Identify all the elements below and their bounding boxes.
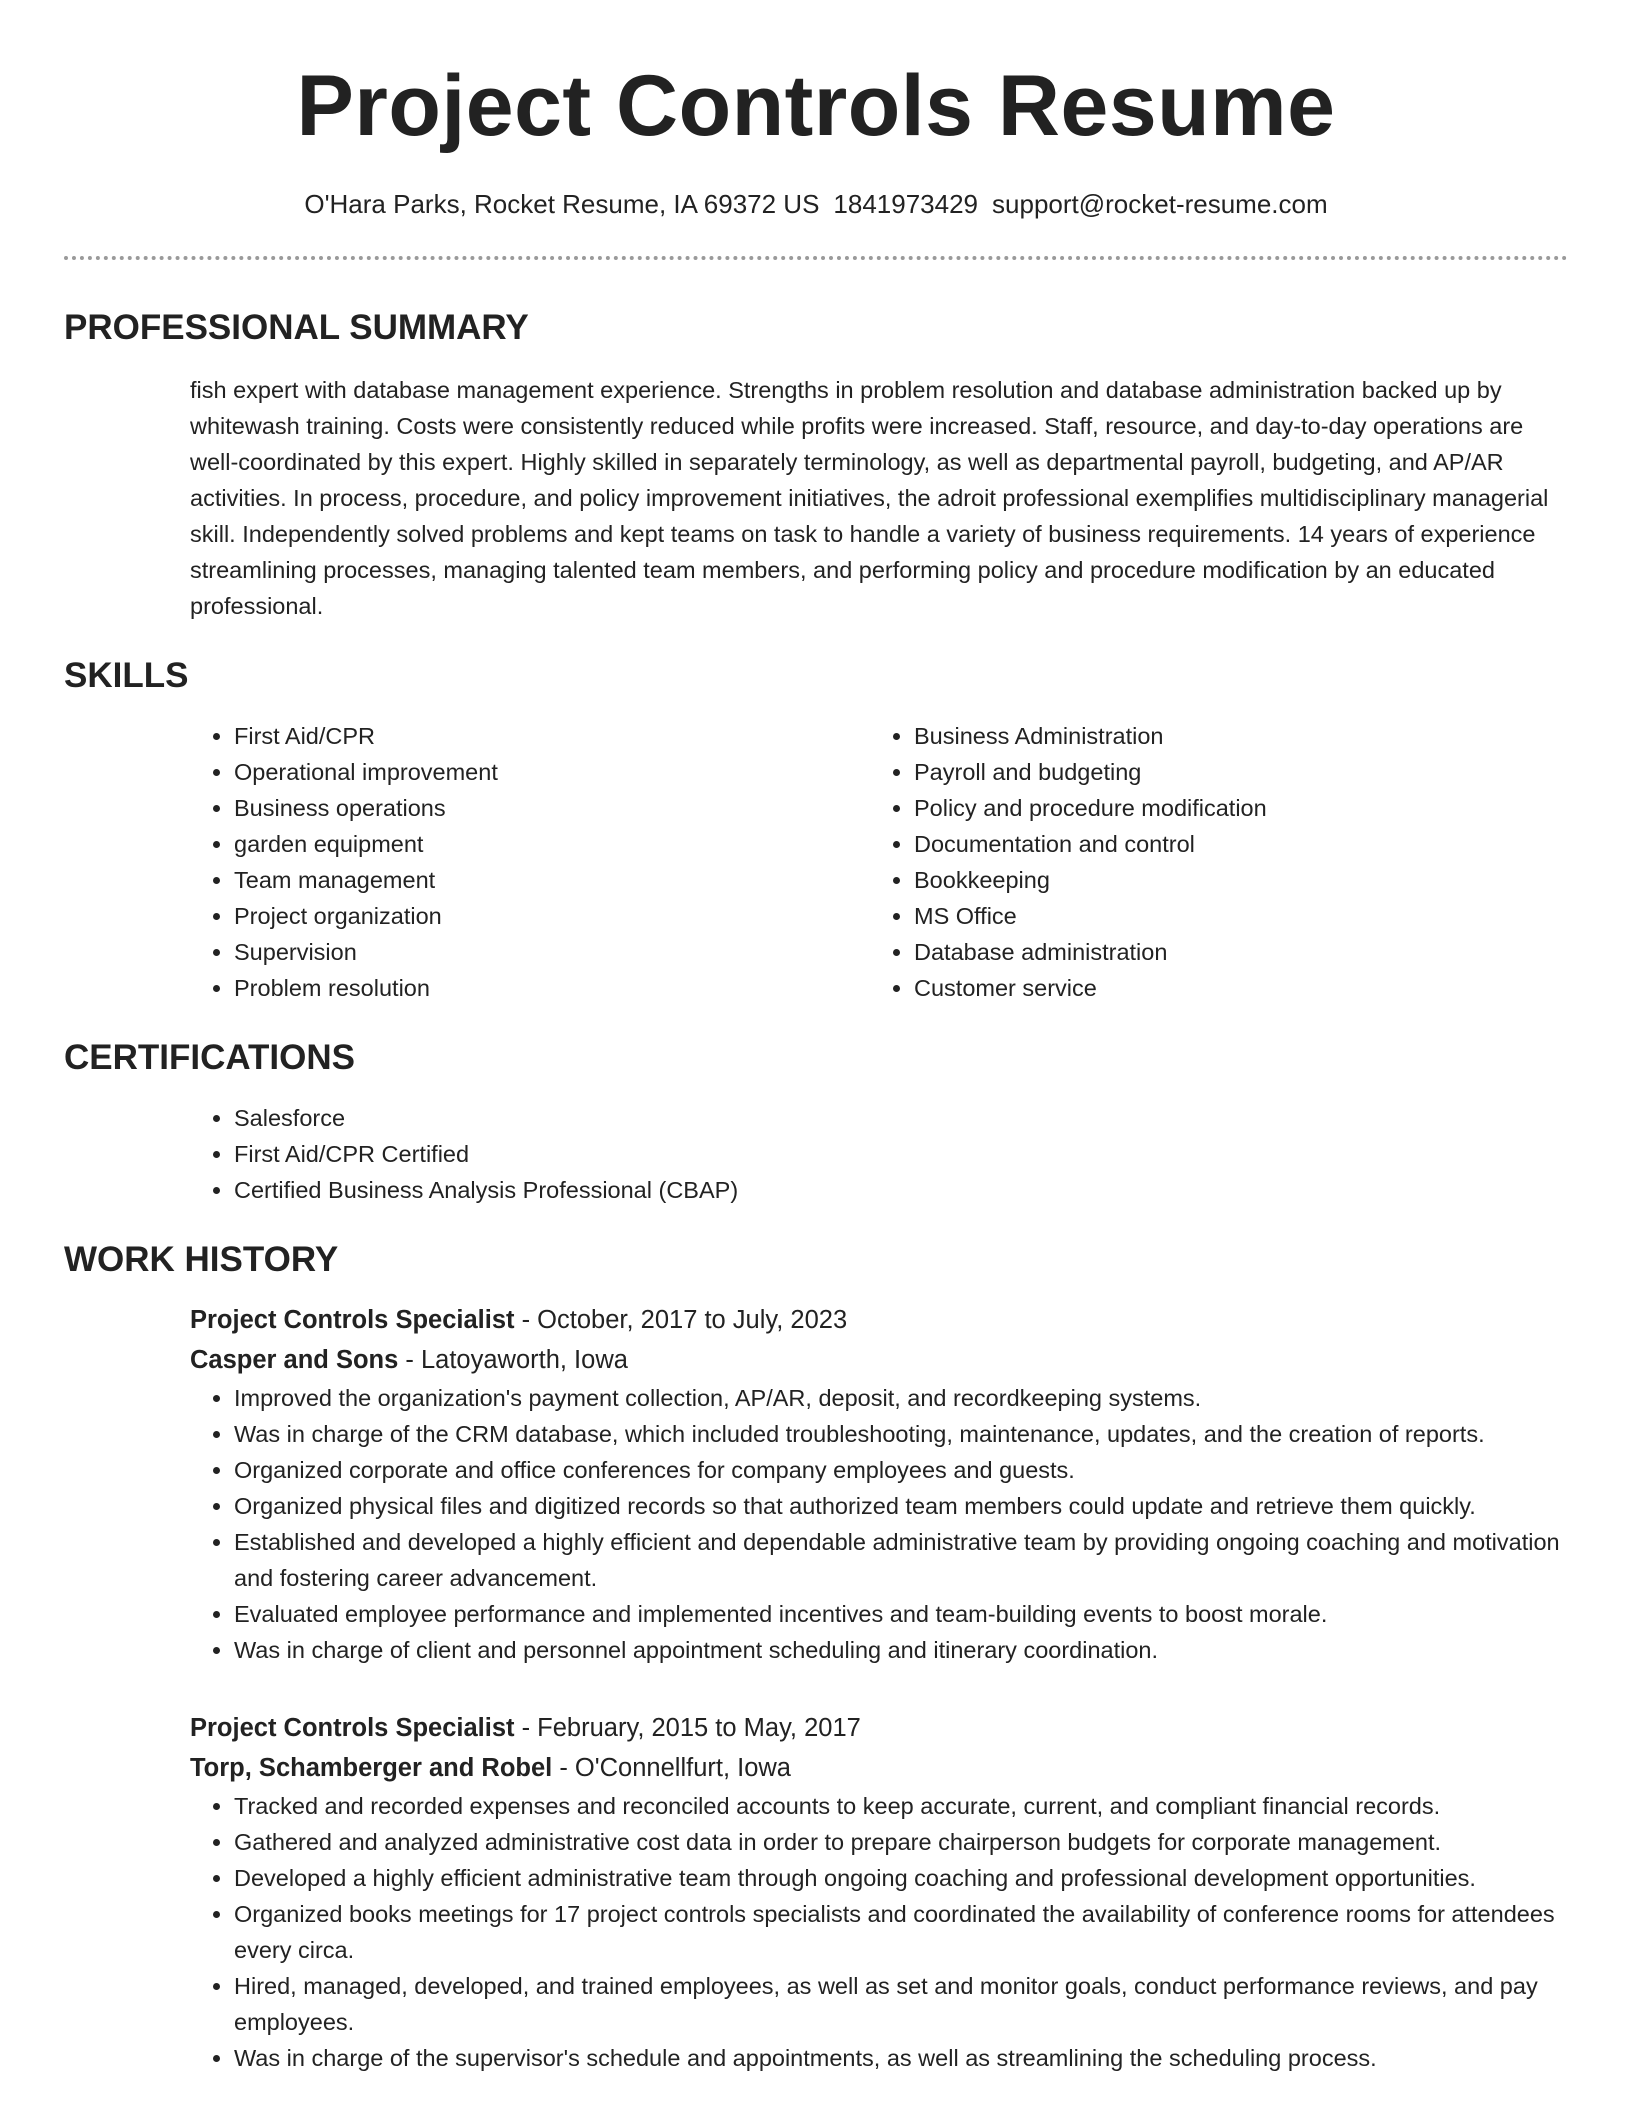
skill-item: • Business Administration <box>914 718 1550 754</box>
job-duty-item: • Improved the organization's payment collection, AP/AR, deposit, and recordkeeping systems. <box>234 1380 1568 1416</box>
professional-summary-section <box>64 306 1568 624</box>
job-title: Project Controls Specialist <box>190 1714 515 1742</box>
job-duty-item: • Organized books meetings for 17 project controls specialists and coordinated the availability of conference rooms for attendees every circa. <box>234 1896 1568 1968</box>
job-duty-item: • Was in charge of the supervisor's schedule and appointments, as well as streamlining the scheduling process. <box>234 2040 1568 2076</box>
skills-section <box>64 654 1568 1006</box>
job-duty-item: • Organized physical files and digitized records so that authorized team members could update and retrieve them quickly. <box>234 1488 1568 1524</box>
contact-email: support@rocket-resume.com <box>992 189 1328 219</box>
job-duty-item: • Developed a highly efficient administrative team through ongoing coaching and professional development opportunities. <box>234 1860 1568 1896</box>
job-entry <box>190 1708 1568 2076</box>
header-divider <box>64 256 1568 260</box>
summary-text: fish expert with database management experience. Strengths in problem resolution and database administration backed up by whitewash training. Costs were consistently reduced while profits were increased. Staff, resource, and day-to-day operations are well-coordinated by this expert. Highly skilled in separately terminology, as well as departmental payroll, budgeting, and AP/AR activities. In process, procedure, and policy improvement initiatives, the adroit professional exemplifies multidisciplinary managerial skill. Independently solved problems and kept teams on task to handle a variety of business requirements. 14 years of experience streamlining processes, managing talented team members, and performing policy and procedure modification by an educated professional. <box>190 377 1549 619</box>
skill-item: • MS Office <box>914 898 1550 934</box>
job-duty-item: • Established and developed a highly efficient and dependable administrative team by providing ongoing coaching and motivation and fostering career advancement. <box>234 1524 1568 1596</box>
skill-item: • Team management <box>234 862 870 898</box>
job-company: Torp, Schamberger and Robel <box>190 1754 553 1782</box>
job-duty-item: • Hired, managed, developed, and trained employees, as well as set and monitor goals, conduct performance reviews, and pay employees. <box>234 1968 1568 2040</box>
job-duty-item: • Was in charge of the CRM database, which included troubleshooting, maintenance, updates, and the creation of reports. <box>234 1416 1568 1452</box>
skill-item: • Operational improvement <box>234 754 870 790</box>
job-duty-item: • Tracked and recorded expenses and reconciled accounts to keep accurate, current, and compliant financial records. <box>234 1788 1568 1824</box>
job-company-line <box>190 1340 1568 1380</box>
skill-item: • Policy and procedure modification <box>914 790 1550 826</box>
job-company: Casper and Sons <box>190 1346 399 1374</box>
contact-address: O'Hara Parks, Rocket Resume, IA 69372 US <box>304 189 820 219</box>
contact-line <box>64 184 1568 224</box>
skill-item: • Payroll and budgeting <box>914 754 1550 790</box>
section-heading-summary: PROFESSIONAL SUMMARY <box>64 308 529 347</box>
certifications-list <box>190 1100 1568 1208</box>
job-duty-item: • Evaluated employee performance and implemented incentives and team-building events to boost morale. <box>234 1596 1568 1632</box>
job-location: - Latoyaworth, Iowa <box>398 1346 628 1374</box>
job-dates: - February, 2015 to May, 2017 <box>514 1714 861 1742</box>
skill-item: • Database administration <box>914 934 1550 970</box>
skill-item: • Business operations <box>234 790 870 826</box>
section-heading-work-history: WORK HISTORY <box>64 1240 339 1279</box>
section-heading-certifications: CERTIFICATIONS <box>64 1038 356 1077</box>
skill-item: • Project organization <box>234 898 870 934</box>
job-duty-item: • Organized corporate and office conferences for company employees and guests. <box>234 1452 1568 1488</box>
job-duty-item: • Was in charge of client and personnel appointment scheduling and itinerary coordination. <box>234 1632 1568 1668</box>
skill-item: • Bookkeeping <box>914 862 1550 898</box>
job-title-line <box>190 1708 1568 1748</box>
work-history-section <box>64 1238 1568 2076</box>
skill-item: • garden equipment <box>234 826 870 862</box>
job-title-line <box>190 1300 1568 1340</box>
job-company-line <box>190 1748 1568 1788</box>
contact-phone: 1841973429 <box>833 189 979 219</box>
skills-column-left <box>190 718 870 1006</box>
job-title: Project Controls Specialist <box>190 1306 515 1334</box>
job-duties-list <box>190 1380 1568 1668</box>
skill-item: • Problem resolution <box>234 970 870 1006</box>
skills-column-right <box>870 718 1550 1006</box>
section-heading-skills: SKILLS <box>64 656 189 695</box>
skills-list-right <box>870 718 1550 1006</box>
skill-item: • First Aid/CPR <box>234 718 870 754</box>
skills-grid <box>190 718 1568 1006</box>
skill-item: • Supervision <box>234 934 870 970</box>
certifications-section <box>64 1036 1568 1208</box>
certification-item: • First Aid/CPR Certified <box>234 1136 1568 1172</box>
certification-item: • Certified Business Analysis Professional (CBAP) <box>234 1172 1568 1208</box>
job-entry <box>190 1300 1568 1668</box>
job-location: - O'Connellfurt, Iowa <box>552 1754 791 1782</box>
certification-item: • Salesforce <box>234 1100 1568 1136</box>
skill-item: • Customer service <box>914 970 1550 1006</box>
job-dates: - October, 2017 to July, 2023 <box>514 1306 848 1334</box>
resume-title: Project Controls Resume <box>296 58 1336 154</box>
skill-item: • Documentation and control <box>914 826 1550 862</box>
job-duty-item: • Gathered and analyzed administrative cost data in order to prepare chairperson budgets for corporate management. <box>234 1824 1568 1860</box>
skills-list-left <box>190 718 870 1006</box>
certifications-list-wrapper <box>190 1100 1568 1208</box>
job-duties-list <box>190 1788 1568 2076</box>
